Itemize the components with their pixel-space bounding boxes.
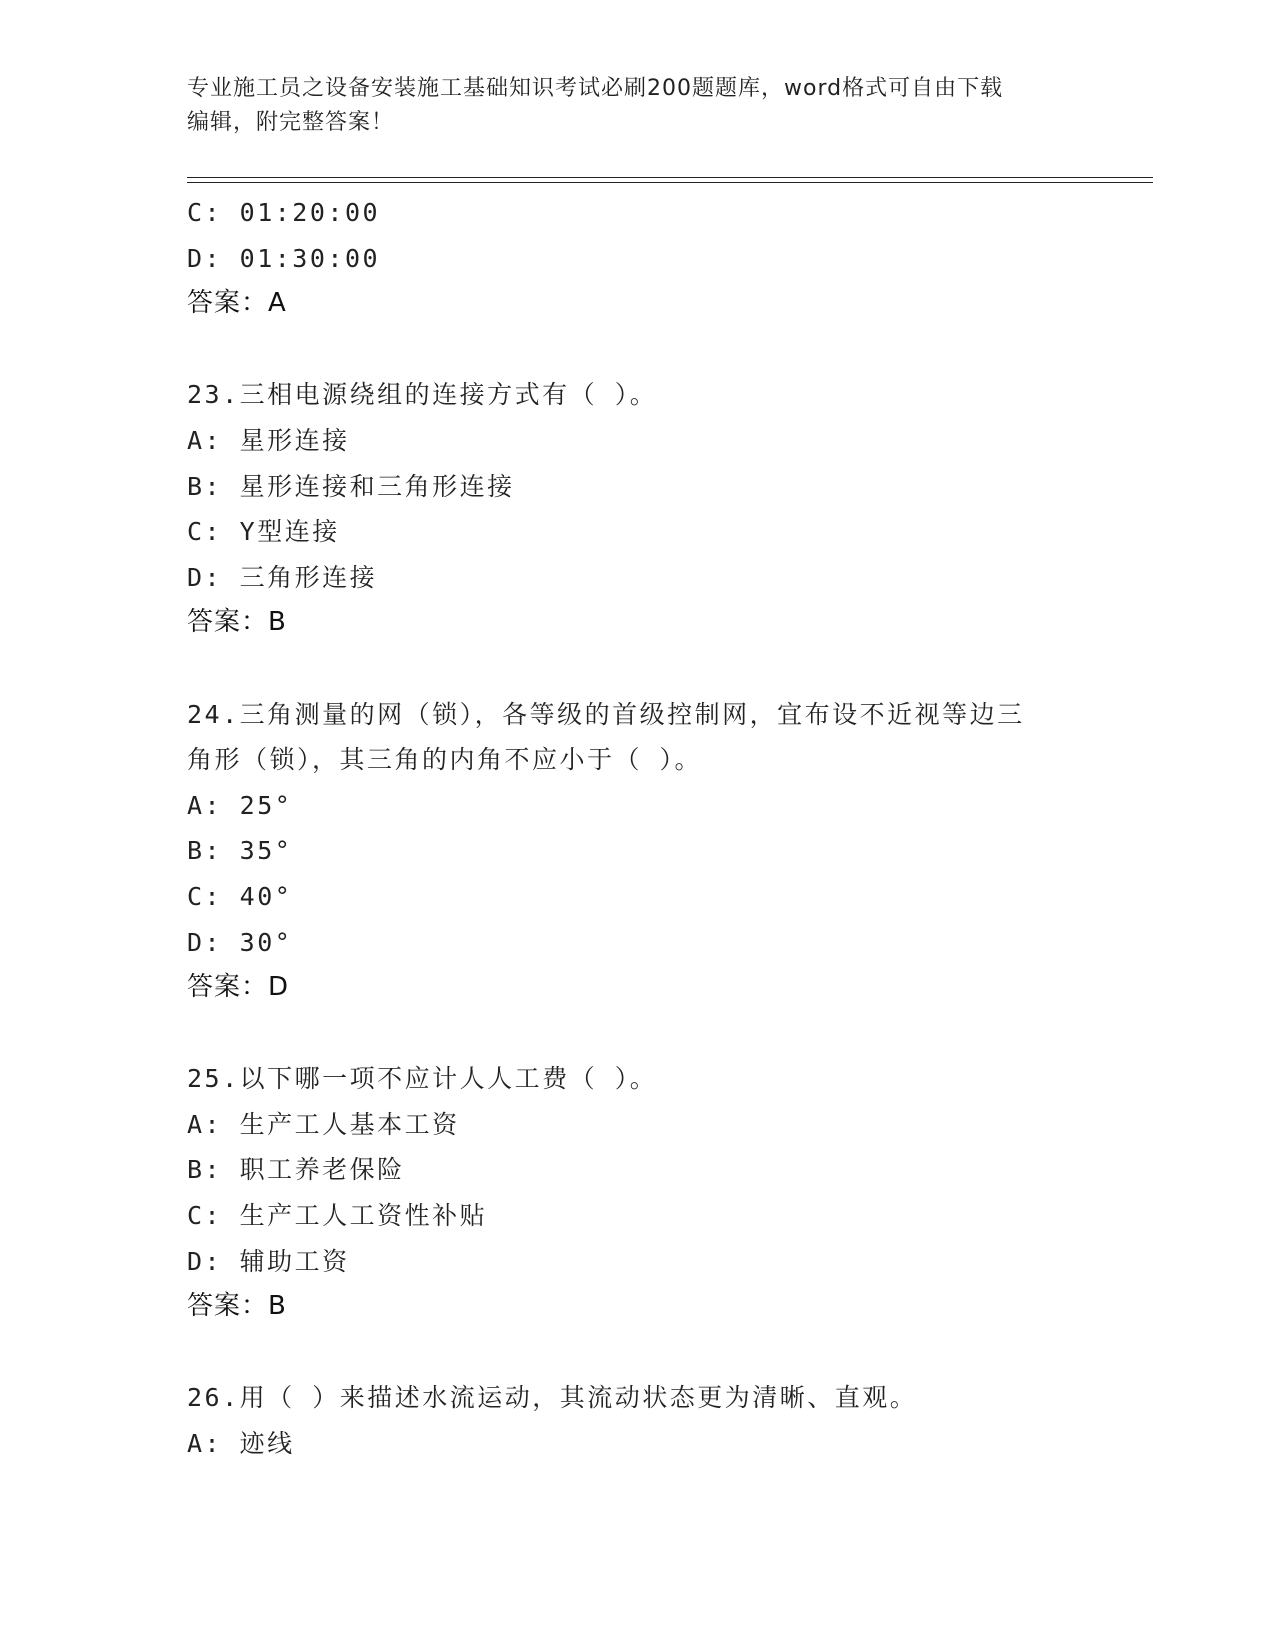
option-d: D: 辅助工资	[187, 1246, 350, 1276]
option-d: D: 三角形连接	[187, 562, 378, 592]
header-rule-top	[187, 177, 1153, 178]
question-26	[187, 1375, 1087, 1466]
option-d: D: 30°	[187, 927, 293, 957]
question-25	[187, 1056, 1087, 1330]
spacer	[187, 1011, 1087, 1057]
question-stem-continued: 角形（锁），其三角的内角不应小于（ ）。	[187, 745, 703, 775]
option-b: B: 职工养老保险	[187, 1155, 405, 1185]
option-a: A: 星形连接	[187, 425, 350, 455]
question-24	[187, 692, 1087, 1011]
option-d: D: 01:30:00	[187, 243, 381, 273]
spacer	[187, 327, 1087, 373]
question-stem: 24.三角测量的网（锁），各等级的首级控制网，宜布设不近视等边三	[187, 699, 1025, 729]
question-stem: 26.用（ ）来描述水流运动，其流动状态更为清晰、直观。	[187, 1383, 918, 1413]
option-c: C: 40°	[187, 881, 293, 911]
option-b: B: 35°	[187, 836, 293, 866]
answer-line: 答案：D	[187, 972, 290, 1003]
answer-line: 答案：B	[187, 1291, 287, 1322]
header-line-1: 专业施工员之设备安装施工基础知识考试必刷200题题库，word格式可自由下载	[187, 76, 1004, 101]
header-line-2: 编辑，附完整答案！	[187, 110, 395, 135]
option-c: C: Y型连接	[187, 517, 340, 547]
option-a: A: 迹线	[187, 1429, 295, 1459]
spacer	[187, 646, 1087, 692]
question-23	[187, 372, 1087, 646]
option-a: A: 生产工人基本工资	[187, 1109, 460, 1139]
question-list	[187, 190, 1087, 1467]
question-stem: 25.以下哪一项不应计人人工费（ ）。	[187, 1064, 658, 1094]
option-a: A: 25°	[187, 790, 293, 820]
answer-line: 答案：B	[187, 607, 287, 638]
option-b: B: 星形连接和三角形连接	[187, 471, 515, 501]
header-rule-bottom	[187, 182, 1153, 183]
question-22-tail	[187, 190, 1087, 327]
question-stem: 23.三相电源绕组的连接方式有（ ）。	[187, 380, 658, 410]
answer-line: 答案：A	[187, 288, 287, 319]
option-c: C: 01:20:00	[187, 198, 381, 227]
spacer	[187, 1330, 1087, 1376]
option-c: C: 生产工人工资性补贴	[187, 1201, 488, 1231]
document-header	[187, 72, 1067, 140]
